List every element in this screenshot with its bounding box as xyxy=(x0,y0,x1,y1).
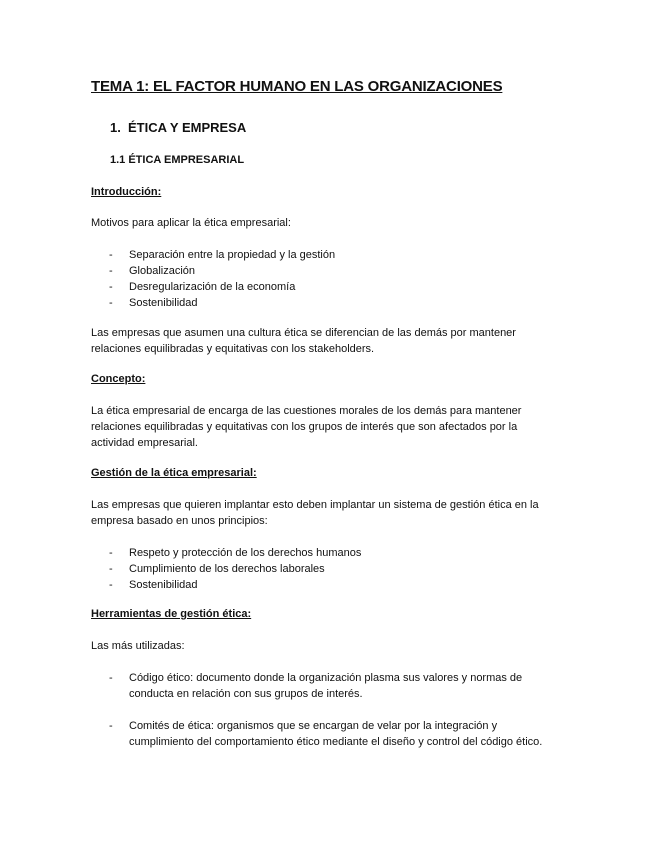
tools-heading: Herramientas de gestión ética: xyxy=(91,608,252,620)
bullet-dash: - xyxy=(109,281,113,293)
motives-list xyxy=(109,247,335,311)
list-item: - Sostenibilidad xyxy=(109,579,198,591)
bullet-dash: - xyxy=(109,265,113,277)
management-heading: Gestión de la ética empresarial: xyxy=(91,467,257,479)
bullet-dash: - xyxy=(109,547,113,559)
list-item: - Cumplimiento de los derechos laborales xyxy=(109,563,325,575)
subsection-heading-etica-empresarial: 1.1 ÉTICA EMPRESARIAL xyxy=(110,154,245,166)
concept-paragraph: La ética empresarial de encarga de las cuestiones morales de los demás para mantener relaciones equilibradas y equitativas con los grupos de interés que son afectados por la actividad empresarial. xyxy=(91,405,522,449)
intro-paragraph: Las empresas que asumen una cultura ética se diferencian de las demás por mantener relaciones equilibradas y equitativas con los stakeholders. xyxy=(91,327,516,355)
concept-heading: Concepto: xyxy=(91,373,146,385)
section-heading-etica-y-empresa xyxy=(110,120,246,135)
document-title: TEMA 1: EL FACTOR HUMANO EN LAS ORGANIZACIONES xyxy=(91,78,503,95)
list-item: - Respeto y protección de los derechos humanos xyxy=(109,547,362,559)
list-item: - Desregularización de la economía xyxy=(109,281,296,293)
bullet-dash: - xyxy=(109,672,113,684)
tools-list xyxy=(109,670,559,702)
tools-lead-text: Las más utilizadas: xyxy=(91,640,185,652)
bullet-dash: - xyxy=(109,563,113,575)
list-item: - Separación entre la propiedad y la gestión xyxy=(109,249,336,261)
section-number: 1. xyxy=(110,120,121,135)
tools-list-continued xyxy=(109,718,559,750)
list-item: - Globalización xyxy=(109,265,196,277)
principles-list xyxy=(109,545,361,593)
bullet-dash: - xyxy=(109,249,113,261)
bullet-dash: - xyxy=(109,297,113,309)
intro-lead-text: Motivos para aplicar la ética empresarial: xyxy=(91,217,291,229)
management-paragraph: Las empresas que quieren implantar esto deben implantar un sistema de gestión ética en la empresa basado en unos principios: xyxy=(91,499,539,527)
bullet-dash: - xyxy=(109,579,113,591)
list-item: - Código ético: documento donde la organización plasma sus valores y normas de conducta en relación con sus grupos de interés. xyxy=(109,672,523,700)
list-item: - Comités de ética: organismos que se encargan de velar por la integración y cumplimiento del comportamiento ético mediante el diseño y control del código ético. xyxy=(109,720,543,748)
intro-heading: Introducción: xyxy=(91,186,162,198)
bullet-dash: - xyxy=(109,720,113,732)
section-heading-text: ÉTICA Y EMPRESA xyxy=(128,120,247,135)
list-item: - Sostenibilidad xyxy=(109,297,198,309)
